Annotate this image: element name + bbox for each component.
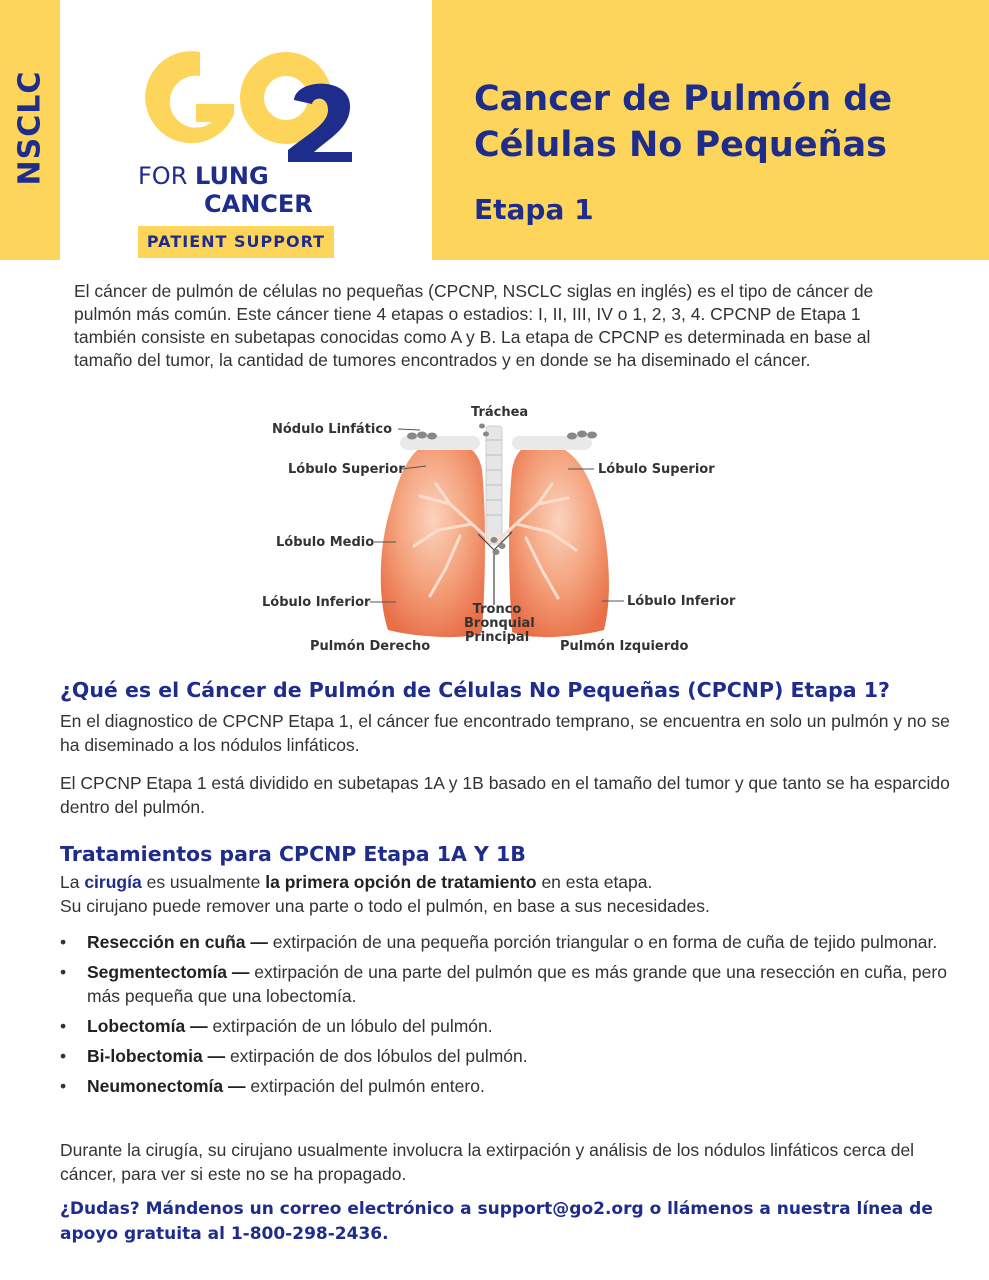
- lung-top-left: [512, 436, 592, 450]
- surgery-types-list: [60, 930, 950, 1104]
- bullet-term: Bi-lobectomia —: [87, 1046, 226, 1066]
- t1-pre: La: [60, 872, 85, 892]
- t1-surgery: cirugía: [84, 872, 142, 892]
- label-lower-lobe-right: Lóbulo Inferior: [262, 595, 371, 610]
- label-lower-lobe-left: Lóbulo Inferior: [627, 594, 736, 609]
- stage-subtitle: Etapa 1: [474, 193, 594, 226]
- bullet-desc: extirpación del pulmón entero.: [245, 1076, 485, 1096]
- contact-info: ¿Dudas? Mándenos un correo electrónico a support@go2.org o llámenos a nuestra línea de apoyo gratuita al 1-800-298-2436.: [60, 1199, 933, 1244]
- treatments-line-1: [60, 870, 950, 894]
- bullet-desc: extirpación de una pequeña porción triangular o en forma de cuña de tejido pulmonar.: [267, 932, 938, 952]
- bullet-desc: extirpación de un lóbulo del pulmón.: [207, 1016, 493, 1036]
- list-item: [60, 960, 950, 1008]
- side-label: NSCLC: [12, 70, 48, 186]
- label-upper-lobe-left: Lóbulo Superior: [598, 462, 715, 477]
- bullet-term: Resección en cuña —: [87, 932, 268, 952]
- label-trachea: Tráchea: [471, 405, 529, 420]
- section-what-is-p1: En el diagnostico de CPCNP Etapa 1, el cáncer fue encontrado temprano, se encuentra en solo un pulmón y no se ha diseminado a los nódulos linfáticos.: [60, 711, 950, 755]
- go2-logo-mark: [138, 38, 358, 163]
- label-bronchus-line-3: Principal: [464, 630, 530, 645]
- logo-lung-text: LUNG: [195, 162, 269, 190]
- section-what-is-p2: El CPCNP Etapa 1 está dividido en subetapas 1A y 1B basado en el tamaño del tumor y que tanto se ha esparcido dentro del pulmón.: [60, 773, 950, 817]
- lung-diagram: [250, 400, 750, 665]
- section-treatments-heading: Tratamientos para CPCNP Etapa 1A Y 1B: [60, 842, 526, 866]
- treatments-line-2: Su cirujano puede remover una parte o todo el pulmón, en base a sus necesidades.: [60, 896, 710, 916]
- logo-cancer-text: CANCER: [204, 190, 313, 218]
- section-what-is-heading: ¿Qué es el Cáncer de Pulmón de Células No Pequeñas (CPCNP) Etapa 1?: [60, 678, 890, 702]
- label-bronchus-line-1: Tronco: [472, 602, 522, 617]
- title-line-2: Células No Pequeñas: [474, 125, 887, 165]
- t1-bold: la primera opción de tratamiento: [265, 872, 537, 892]
- label-right-lung: Pulmón Derecho: [310, 639, 431, 654]
- label-bronchus-line-2: Bronquial: [464, 616, 535, 631]
- list-item: [60, 1074, 950, 1098]
- list-item: [60, 1014, 950, 1038]
- bullet-term: Neumonectomía —: [87, 1076, 246, 1096]
- label-left-lung: Pulmón Izquierdo: [560, 639, 689, 654]
- intro-paragraph: El cáncer de pulmón de células no pequeñas (CPCNP, NSCLC siglas en inglés) es el tipo de cáncer de pulmón más común. Este cáncer tiene 4 etapas o estadios: I, II, III, IV o 1, 2, 3, 4. CPCNP de Etapa 1 también consiste en subetapas conocidas como A y B. La etapa de CPCNP es determinada en base al tamaño del tumor, la cantidad de tumores encontrados y en donde se ha diseminado el cáncer.: [74, 281, 874, 370]
- label-main-bronchus: [464, 602, 535, 645]
- patient-support-badge: PATIENT SUPPORT: [138, 226, 334, 258]
- t1-post: en esta etapa.: [536, 872, 653, 892]
- header-band: [432, 0, 989, 260]
- list-item: [60, 930, 950, 954]
- treatments-intro: [60, 870, 950, 918]
- bullet-term: Lobectomía —: [87, 1016, 208, 1036]
- logo-for-text: FOR: [138, 162, 195, 190]
- label-middle-lobe: Lóbulo Medio: [276, 535, 375, 550]
- bullet-term: Segmentectomía —: [87, 962, 250, 982]
- logo-g-letter: [145, 51, 234, 143]
- label-lymph-node: Nódulo Linfático: [272, 422, 393, 437]
- logo-area: [60, 0, 432, 260]
- logo-for-lung: [138, 162, 269, 190]
- title-line-1: Cancer de Pulmón de: [474, 79, 893, 119]
- bullet-desc: extirpación de dos lóbulos del pulmón.: [225, 1046, 528, 1066]
- bullet-desc: extirpación de una parte del pulmón que es más grande que una resección en cuña, pero más pequeña que una lobectomía.: [87, 962, 947, 1006]
- list-item: [60, 1044, 950, 1068]
- t1-mid: es usualmente: [141, 872, 266, 892]
- label-upper-lobe-right: Lóbulo Superior: [288, 462, 405, 477]
- side-strip: [0, 0, 60, 260]
- page-title: [474, 76, 974, 168]
- closing-paragraph: Durante la cirugía, su cirujano usualmente involucra la extirpación y análisis de los nódulos linfáticos cerca del cáncer, para ver si este no se ha propagado.: [60, 1140, 915, 1184]
